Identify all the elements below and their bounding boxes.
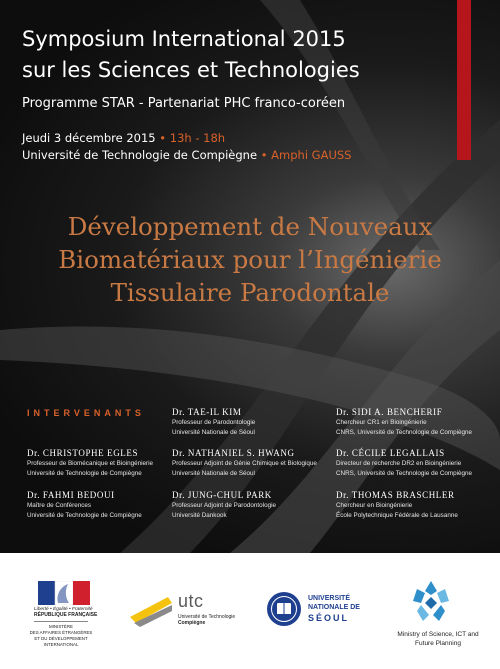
speaker-card: [27, 489, 142, 521]
event-date: Jeudi 3 décembre 2015: [22, 131, 156, 145]
speaker-affiliation: Université Nationale de Séoul: [172, 470, 255, 477]
utc-name: utc: [178, 591, 204, 611]
snu-line-2: NATIONALE DE: [308, 604, 360, 611]
utc-sub-1: Université de Technologie: [178, 614, 236, 620]
snu-line-1: UNIVERSITÉ: [308, 595, 351, 602]
headline-line-3: Tissulaire Parodontale: [110, 278, 390, 307]
title-line-2: sur les Sciences et Technologies: [22, 58, 360, 82]
event-venue: Université de Technologie de Compiègne: [22, 148, 258, 162]
msip-emblem-icon: [411, 579, 451, 623]
rf-ministry-line-4: INTERNATIONAL: [43, 642, 79, 647]
speaker-name: Dr. THOMAS BRASCHLER: [336, 490, 455, 500]
speaker-name: Dr. CHRISTOPHE EGLES: [27, 448, 139, 458]
programme-subtitle: Programme STAR - Partenariat PHC franco-coréen: [22, 96, 346, 111]
rf-ministry-line-2: DES AFFAIRES ÉTRANGÈRES: [29, 630, 93, 635]
speaker-affiliation: Université de Technologie de Compiègne: [27, 512, 142, 519]
rf-ministry-line-1: MINISTÈRE: [49, 624, 73, 629]
partner-logos-strip: [0, 553, 500, 669]
speaker-card: [172, 406, 255, 438]
utc-swoosh-icon: [128, 593, 174, 627]
headline-line-2: Biomatériaux pour l’Ingénierie: [58, 245, 442, 274]
republique-francaise-logo[interactable]: [28, 581, 108, 648]
speaker-affiliation: CNRS, Université de Technologie de Compiègne: [336, 429, 473, 436]
title-line-1: Symposium International 2015: [22, 27, 346, 51]
speaker-title: Professeur Adjoint de Génie Chimique et Biologique: [172, 460, 317, 467]
speaker-name: Dr. SIDI A. BENCHERIF: [336, 407, 443, 417]
snu-emblem-icon: [266, 591, 302, 627]
msip-line-1: Ministry of Science, ICT and: [397, 631, 479, 638]
speaker-title: Maître de Conférences: [27, 502, 92, 509]
headline-line-1: Développement de Nouveaux: [67, 212, 433, 241]
symposium-title: [22, 24, 360, 86]
rf-motto: Liberté • Égalité • Fraternité: [34, 607, 93, 612]
speaker-title: Directeur de recherche DR2 en Bioingénierie: [336, 460, 462, 467]
speaker-card: [172, 489, 276, 521]
snu-line-3: SÉOUL: [308, 613, 350, 623]
rf-divider: [34, 621, 88, 622]
speaker-affiliation: Université de Technologie de Compiègne: [27, 470, 142, 477]
speaker-name: Dr. JUNG-CHUL PARK: [172, 490, 272, 500]
speaker-card: [27, 447, 153, 479]
speaker-title: Professeur de Biomécanique et Bioingénierie: [27, 460, 154, 467]
utc-logo[interactable]: [128, 591, 248, 631]
msip-logo[interactable]: [386, 579, 490, 663]
red-accent-bar: [457, 0, 471, 160]
speaker-title: Professeur de Parodontologie: [172, 419, 256, 426]
seoul-national-university-logo[interactable]: [266, 591, 376, 631]
rf-ministry-line-3: ET DU DÉVELOPPEMENT: [34, 636, 88, 641]
room-separator: •: [257, 148, 272, 162]
speaker-title: Chercheur CR1 en Bioingénierie: [336, 419, 427, 426]
time-separator: •: [155, 131, 170, 145]
event-room: Amphi GAUSS: [271, 148, 352, 162]
speaker-name: Dr. TAE-IL KIM: [172, 407, 242, 417]
speaker-name: Dr. CÉCILE LEGALLAIS: [336, 448, 445, 458]
speaker-card: [336, 489, 458, 521]
speaker-affiliation: CNRS, Université de Technologie de Compiègne: [336, 470, 473, 477]
speaker-name: Dr. NATHANIEL S. HWANG: [172, 448, 295, 458]
speaker-title: Professeur Adjoint de Parodontologie: [172, 502, 276, 509]
speaker-card: [336, 406, 472, 438]
symposium-headline: [0, 210, 500, 309]
speaker-title: Chercheur en Bioingénierie: [336, 502, 413, 509]
speaker-card: [172, 447, 317, 479]
rf-name: RÉPUBLIQUE FRANÇAISE: [34, 612, 98, 618]
utc-sub-2: Compiègne: [178, 620, 206, 626]
msip-line-2: Future Planning: [415, 640, 461, 647]
speaker-affiliation: École Polytechnique Fédérale de Lausanne: [336, 512, 458, 519]
event-time: 13h - 18h: [169, 131, 226, 145]
event-details: [22, 130, 351, 164]
speaker-card: [336, 447, 472, 479]
speaker-name: Dr. FAHMI BEDOUI: [27, 490, 115, 500]
speaker-affiliation: Université Nationale de Séoul: [172, 429, 255, 436]
speaker-affiliation: Université Dankook: [172, 512, 227, 519]
marianne-flag-icon: [38, 581, 90, 605]
speakers-heading: INTERVENANTS: [27, 408, 145, 418]
